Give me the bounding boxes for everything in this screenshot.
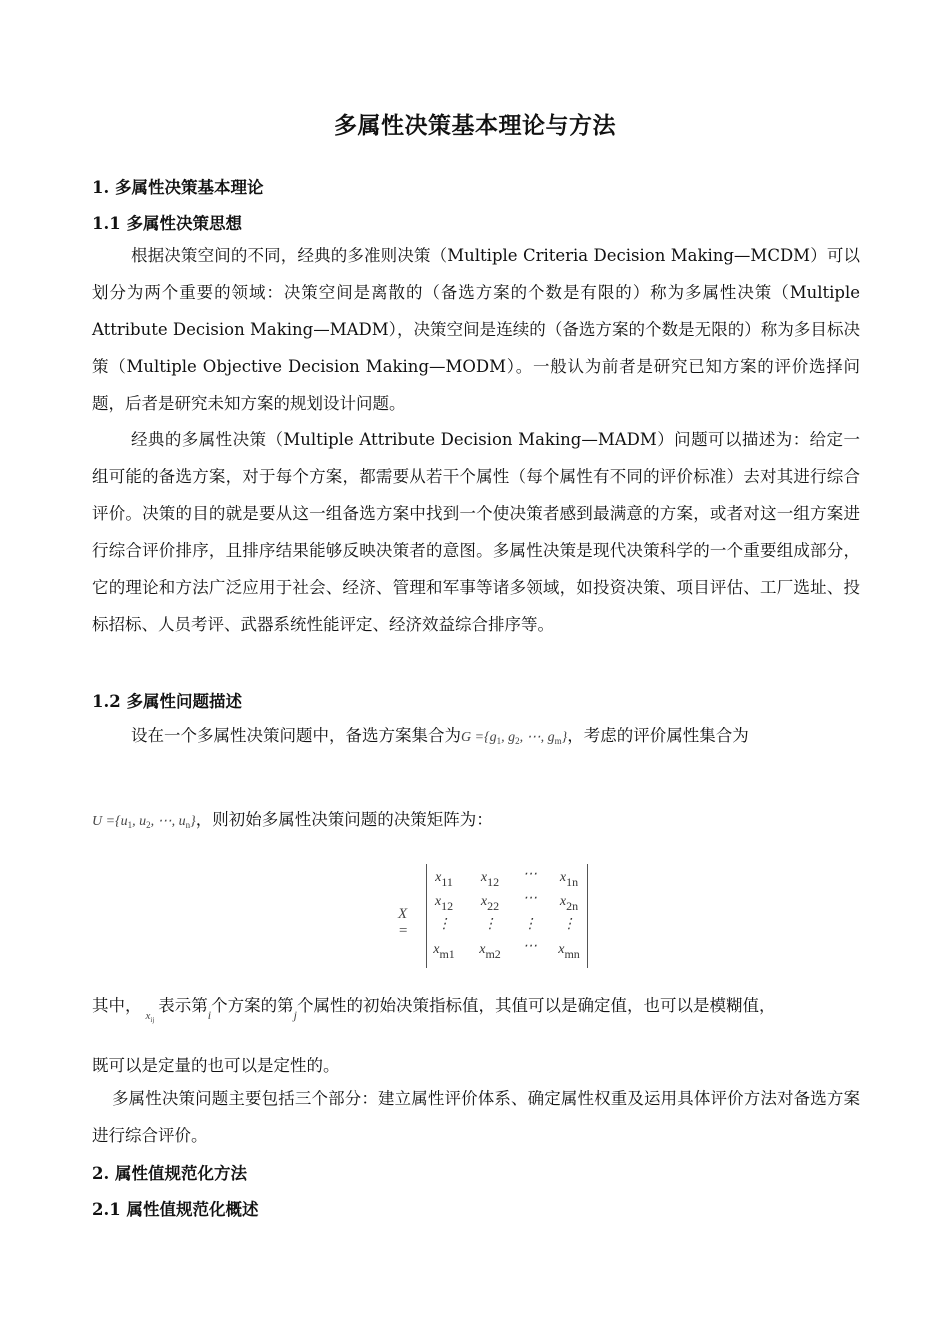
problem-line-3-text-c: 个方案的第: [211, 996, 294, 1015]
matrix-cell: ⋯: [523, 867, 537, 882]
problem-line-2-text: ，则初始多属性决策问题的决策矩阵为：: [195, 810, 493, 829]
document-title: 多属性决策基本理论与方法: [334, 112, 616, 139]
problem-line-3-text-d: 个属性的初始决策指标值，其值可以是确定值，也可以是模糊值，: [296, 996, 776, 1015]
formula-u-set: $U =\{u_1$, $u_2$, ⋯, $u_n$}: [92, 814, 196, 830]
matrix-cell: ⋮: [483, 917, 497, 932]
matrix-cell: x22: [480, 894, 500, 913]
matrix-cell: ⋮: [562, 917, 576, 932]
paragraph-three-parts: 多属性决策问题主要包括三个部分：建立属性评价体系、确定属性权重及运用具体评价方法对备选方案进行综合评价。: [92, 1089, 860, 1145]
formula-xij: xij: [145, 1010, 155, 1024]
problem-line-2: [92, 806, 493, 830]
matrix-lhs: X =: [398, 906, 409, 939]
problem-line-1-text-a: 设在一个多属性决策问题中，备选方案集合为: [131, 726, 461, 745]
section-2-heading: 2. 属性值规范化方法: [92, 1164, 247, 1183]
section-1-2-heading: 1.2 多属性问题描述: [92, 692, 242, 711]
matrix-cell: ⋯: [523, 891, 537, 906]
matrix-cell: x1n: [559, 870, 579, 889]
matrix-cell: xm2: [479, 942, 501, 961]
problem-line-1: [131, 722, 749, 746]
matrix-cell: ⋮: [523, 917, 537, 932]
matrix-cell: ⋮: [437, 917, 451, 932]
matrix-body: [426, 864, 588, 968]
formula-g-set: $G =\{g_1$, $g_2$, ⋯, $g_m$}: [461, 730, 568, 746]
matrix-cell: x2n: [559, 894, 579, 913]
paragraph-madm-intro: 根据决策空间的不同，经典的多准则决策（Multiple Criteria Decision Making—MCDM）可以划分为两个重要的领域：决策空间是离散的（备选方案的个数是有限的）称为多属性决策（Multiple Attribute Decision Making—MADM），决策空间是连续的（备选方案的个数是无限的）称为多目标决策（Multiple Objective Decision Making—MODM）。一般认为前者是研究已知方案的评价选择问题，后者是研究未知方案的规划设计问题。: [92, 246, 860, 413]
problem-line-4: 既可以是定量的也可以是定性的。: [92, 1056, 340, 1075]
paragraph-madm-definition: 经典的多属性决策（Multiple Attribute Decision Making—MADM）问题可以描述为：给定一组可能的备选方案，对于每个方案，都需要从若干个属性（每个属性有不同的评价标准）去对其进行综合评价。决策的目的就是要从这一组备选方案中找到一个使决策者感到最满意的方案，或者对这一组方案进行综合评价排序，且排序结果能够反映决策者的意图。多属性决策是现代决策科学的一个重要组成部分，它的理论和方法广泛应用于社会、经济、管理和军事等诸多领域，如投资决策、项目评估、工厂选址、投标招标、人员考评、武器系统性能评定、经济效益综合排序等。: [92, 430, 860, 634]
matrix-cell: x12: [480, 870, 500, 889]
problem-line-3: [92, 992, 776, 1024]
section-1-1-heading: 1.1 多属性决策思想: [92, 214, 242, 233]
matrix-cell: xm1: [433, 942, 455, 961]
section-2-1-heading: 2.1 属性值规范化概述: [92, 1200, 259, 1219]
matrix-cell: x12: [434, 894, 454, 913]
formula-i: i: [207, 1008, 212, 1022]
matrix-cell: x11: [435, 870, 453, 889]
problem-line-3-text-a: 其中，: [92, 996, 142, 1015]
problem-line-1-text-b: ，考虑的评价属性集合为: [567, 726, 749, 745]
problem-line-3-text-b: 表示第: [158, 996, 208, 1015]
section-1-heading: 1. 多属性决策基本理论: [92, 178, 264, 197]
matrix-cell: ⋯: [523, 939, 537, 954]
matrix-cell: xmn: [558, 942, 580, 961]
formula-j: j: [293, 1008, 297, 1022]
